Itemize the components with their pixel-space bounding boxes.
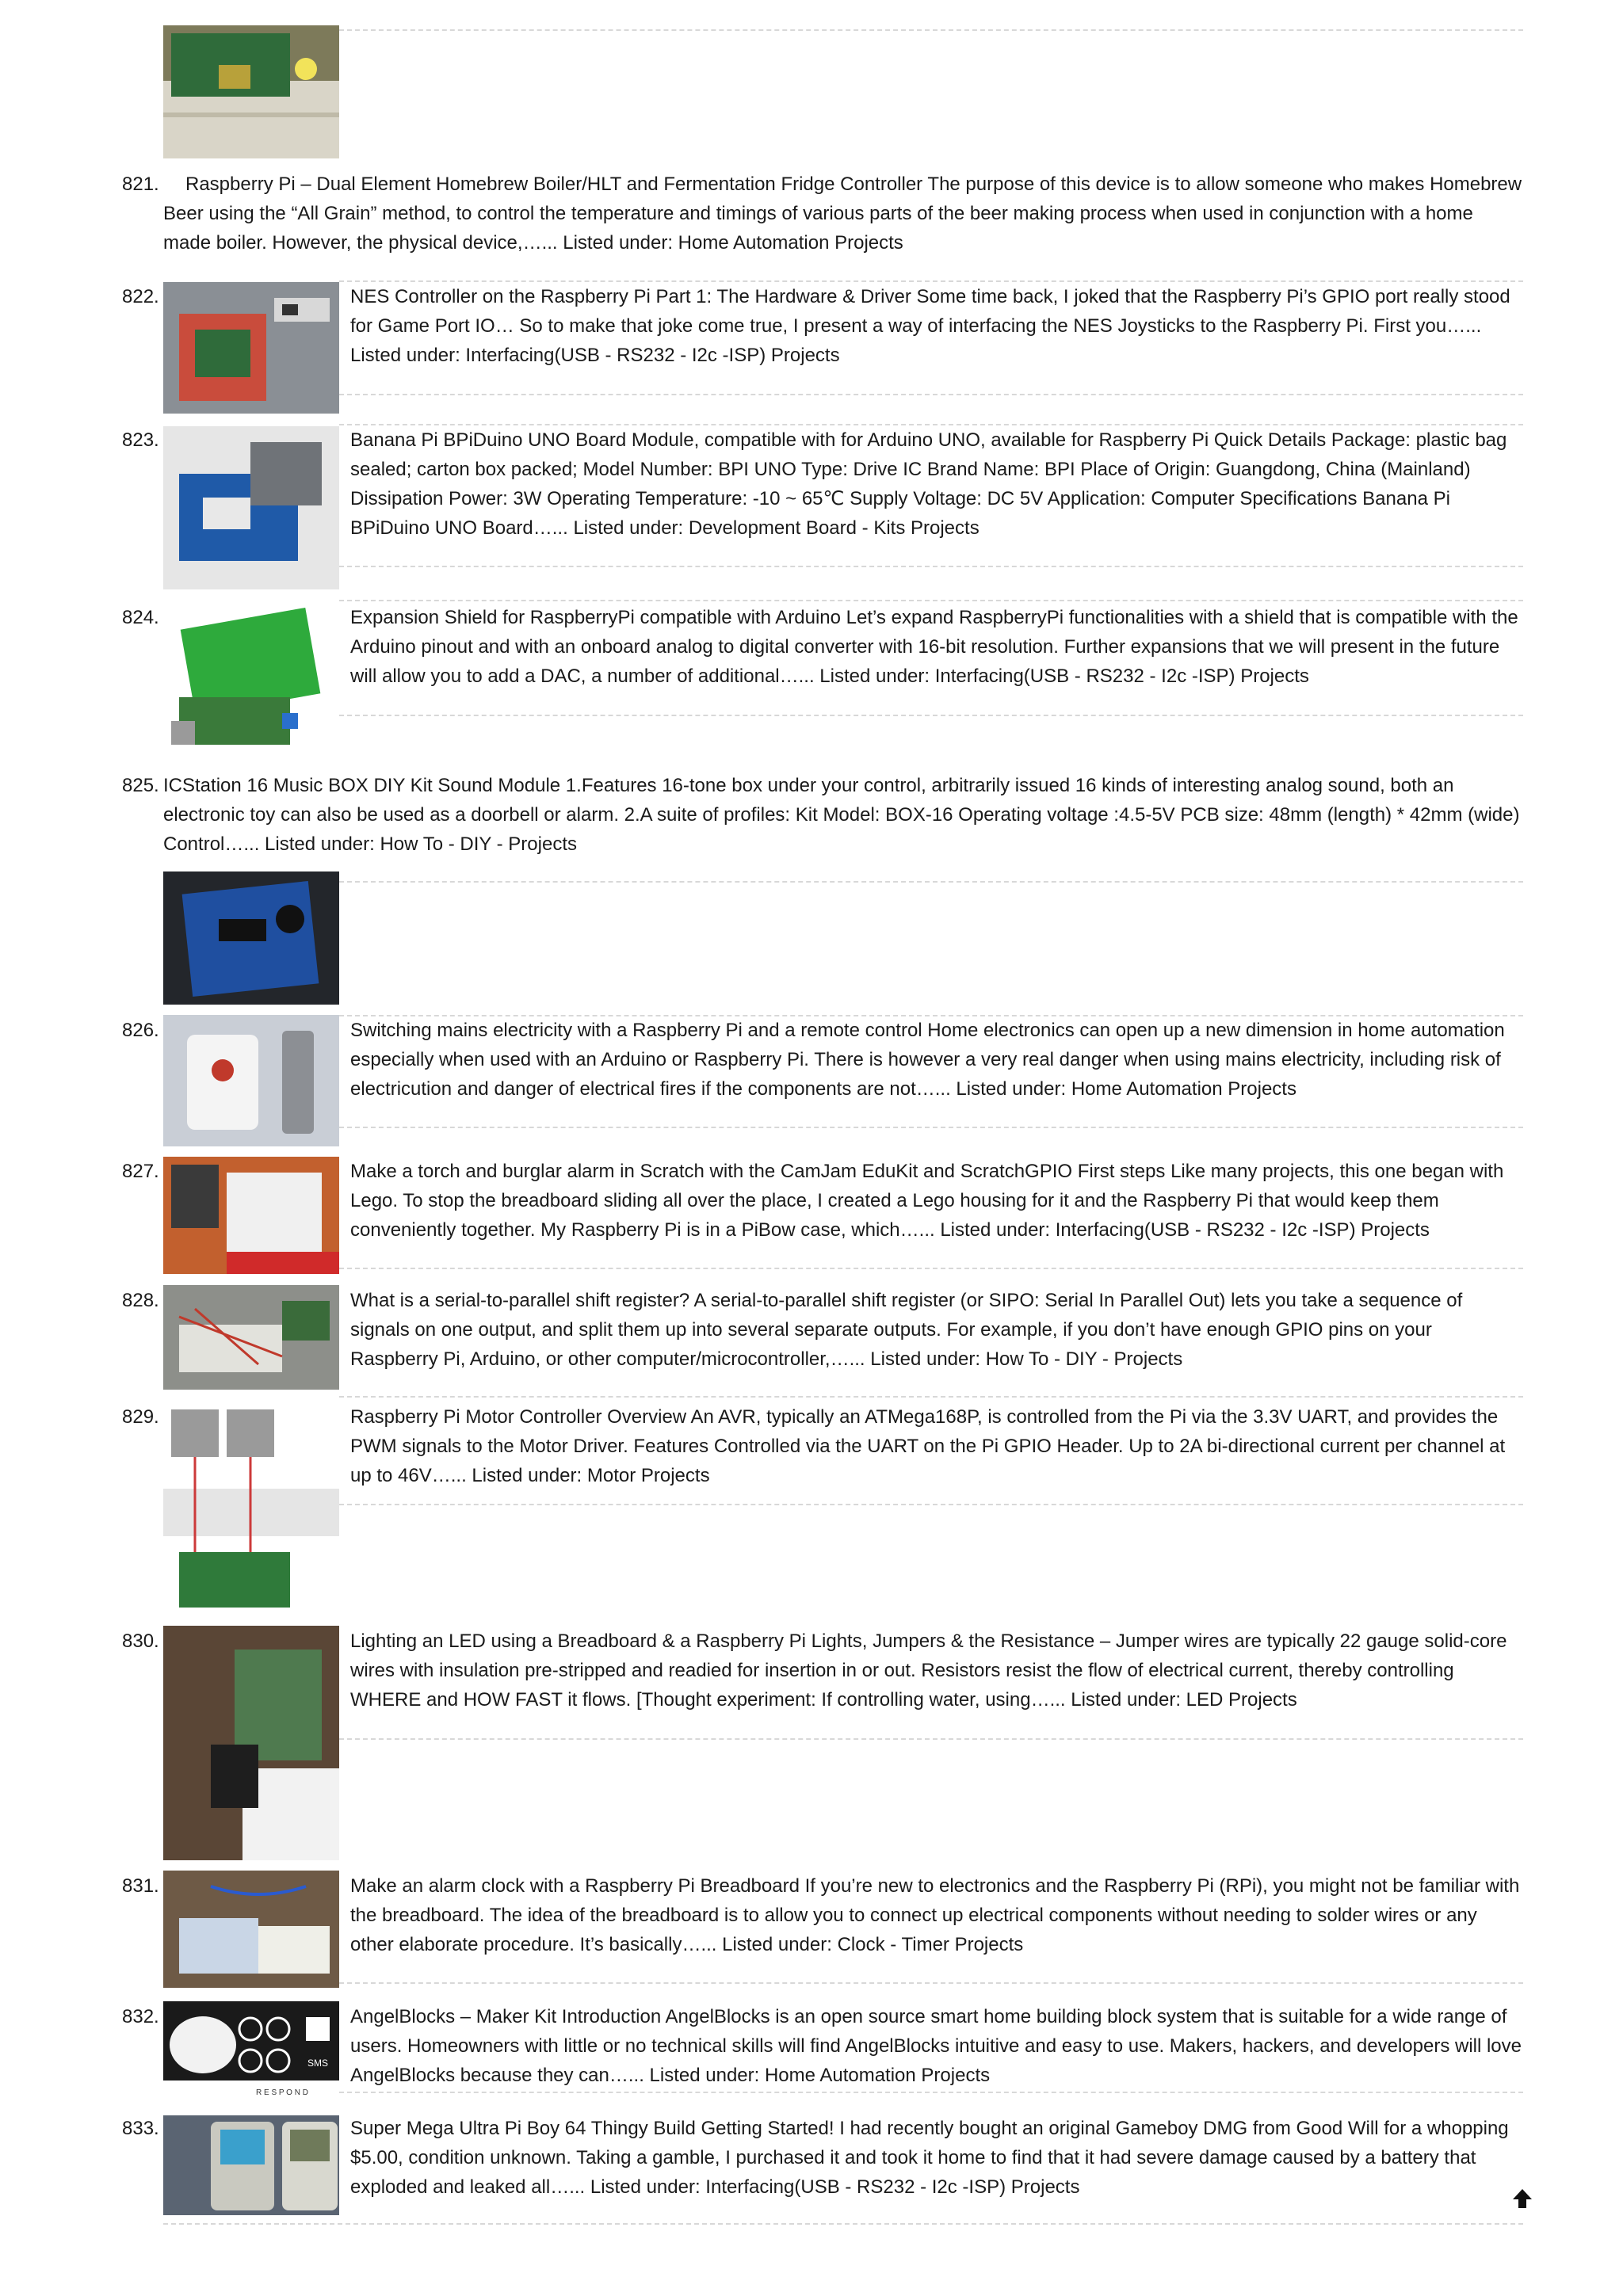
entry-number: 822. [122, 286, 159, 307]
entry-description[interactable]: Make a torch and burglar alarm in Scratch with the CamJam EduKit and ScratchGPIO First steps Like many projects, this one began with Lego. To stop the breadboard sliding all over the place, I created a Lego housing for it and the Raspberry Pi that would keep them conveniently together. My Raspberry Pi is in a PiBow case, which…... Listed under: Interfacing(USB - RS232 - I2c -ISP) Projects [350, 1161, 1504, 1241]
entry-description[interactable]: Banana Pi BPiDuino UNO Board Module, compatible with for Arduino UNO, available for Raspberry Pi Quick Details Package: plastic bag sealed; carton box packed; Model Number: BPI UNO Type: Drive IC Brand Name: BPI Place of Origin: Guangdong, China (Mainland) Dissipation Power: 3W Operating Temperature: -10 ~ 65℃ Supply Voltage: DC 5V Application: Computer Specifications Banana Pi BPiDuino UNO Board…... Listed under: Development Board - Kits Projects [350, 429, 1507, 539]
entry-number: 827. [122, 1161, 159, 1182]
thumbnail-expansion-shield[interactable] [163, 602, 339, 757]
entry-number: 824. [122, 607, 159, 628]
angelblocks-respond-label: R E S P O N D [256, 2088, 308, 2097]
thumbnail-nes-controller[interactable] [163, 282, 339, 414]
thumbnail-mains-switch[interactable] [163, 1015, 339, 1146]
entry-number: 833. [122, 2118, 159, 2139]
entry-description[interactable]: Expansion Shield for RaspberryPi compatible with Arduino Let’s expand RaspberryPi functionalities with a shield that is compatible with the Arduino pinout and with an onboard analog to digital converter with 16-bit resolution. Further expansions that we will present in the future will allow you to add a DAC, a number of additional…... Listed under: Interfacing(USB - RS232 - I2c -ISP) Projects [350, 607, 1518, 687]
entry-description[interactable]: AngelBlocks – Maker Kit Introduction AngelBlocks is an open source smart home building block system that is suitable for a wide range of users. Homeowners with little or no technical skills will find AngelBlocks intuitive and easy to use. Makers, hackers, and developers will love AngelBlocks because they can…... Listed under: Home Automation Projects [350, 2006, 1522, 2086]
entry-description[interactable]: Raspberry Pi Motor Controller Overview An AVR, typically an ATMega168P, is controlled from the Pi via the 3.3V UART, and provides the PWM signals to the Motor Driver. Features Controlled via the UART on the Pi GPIO Header. Up to 2A bi-directional current per channel at up to 46V…... Listed under: Motor Projects [350, 1406, 1506, 1486]
entry-number: 832. [122, 2006, 159, 2027]
entry-description[interactable]: Super Mega Ultra Pi Boy 64 Thingy Build Getting Started! I had recently bought an original Gameboy DMG from Good Will for a whopping $5.00, condition unknown. Taking a gamble, I purchased it and took it home to find that it had severe damage caused by a battery that exploded and leaked all…... Listed under: Interfacing(USB - RS232 - I2c -ISP) Projects [350, 2118, 1509, 2198]
thumbnail-angelblocks[interactable] [163, 2001, 339, 2101]
entry-number: 828. [122, 1290, 159, 1311]
entry-number: 825. [122, 775, 159, 796]
entry-description[interactable]: What is a serial-to-parallel shift register? A serial-to-parallel shift register (or SIPO: Serial In Parallel Out) lets you take a sequence of signals on one output, and split them up into several separate outputs. For example, if you don’t have enough GPIO pins on your Raspberry Pi, Arduino, or other computer/microcontroller,…... Listed under: How To - DIY - Projects [350, 1290, 1463, 1370]
entry-number: 831. [122, 1875, 159, 1897]
entry-description[interactable]: Switching mains electricity with a Raspberry Pi and a remote control Home electronics can open up a new dimension in home automation especially when used with an Arduino or Raspberry Pi. There is however a very real danger when using mains electricity, including risk of electricution and danger of electrical fires if the components are not…... Listed under: Home Automation Projects [350, 1020, 1505, 1100]
entry-description[interactable]: Make an alarm clock with a Raspberry Pi Breadboard If you’re new to electronics and the Raspberry Pi (RPi), you might not be familiar with the breadboard. The idea of the breadboard is to allow you to connect up electrical components without needing to solder wires or any other elaborate procedure. It’s basically…... Listed under: Clock - Timer Projects [350, 1875, 1520, 1955]
thumbnail-banana-pi-uno[interactable] [163, 426, 339, 589]
angelblocks-sms-label: SMS [307, 2058, 329, 2069]
thumbnail-pi-boy[interactable] [163, 2115, 339, 2215]
thumbnail-motor-controller[interactable] [163, 1402, 339, 1615]
arrow-up-icon[interactable] [1510, 2187, 1534, 2210]
entry-description[interactable]: Lighting an LED using a Breadboard & a Raspberry Pi Lights, Jumpers & the Resistance – Jumper wires are typically 22 gauge solid-core wires with insulation pre-stripped and readied for insertion in or out. Resistors resist the flow of electrical current, thereby controlling WHERE and HOW FAST it flows. [Thought experiment: If controlling water, using…... Listed under: LED Projects [350, 1630, 1507, 1711]
thumbnail-music-box-kit[interactable] [163, 871, 339, 1005]
entry-description[interactable]: ICStation 16 Music BOX DIY Kit Sound Module 1.Features 16-tone box under your control, arbitrarily issued 16 kinds of interesting analog sound, both an electronic toy can also be used as a doorbell or alarm. 2.A suite of profiles: Kit Model: BOX-16 Operating voltage :4.5-5V PCB size: 48mm (length) * 42mm (wide) Control…... Listed under: How To - DIY - Projects [163, 775, 1520, 855]
thumbnail-raspberry-pi-breadboard[interactable] [163, 25, 339, 158]
thumbnail-shift-register[interactable] [163, 1285, 339, 1390]
entry-description[interactable]: NES Controller on the Raspberry Pi Part 1: The Hardware & Driver Some time back, I joked that the Raspberry Pi’s GPIO port really stood for Game Port IO… So to make that joke come true, I present a way of interfacing the NES Joysticks to the Raspberry Pi. First you…... Listed under: Interfacing(USB - RS232 - I2c -ISP) Projects [350, 286, 1510, 366]
entry-number: 821. [122, 174, 159, 195]
thumbnail-led-breadboard[interactable] [163, 1626, 339, 1860]
entry-number: 826. [122, 1020, 159, 1041]
entry-number: 830. [122, 1630, 159, 1652]
thumbnail-alarm-clock[interactable] [163, 1871, 339, 1988]
entry-number: 823. [122, 429, 159, 451]
thumbnail-camjam-edukit[interactable] [163, 1157, 339, 1274]
entry-description[interactable]: Raspberry Pi – Dual Element Homebrew Boiler/HLT and Fermentation Fridge Controller The purpose of this device is to allow someone who makes Homebrew Beer using the “All Grain” method, to control the temperature and timings of various parts of the beer making process when used in conjunction with a home made boiler. However, the physical device,…... Listed under: Home Automation Projects [163, 174, 1522, 254]
entry-number: 829. [122, 1406, 159, 1428]
